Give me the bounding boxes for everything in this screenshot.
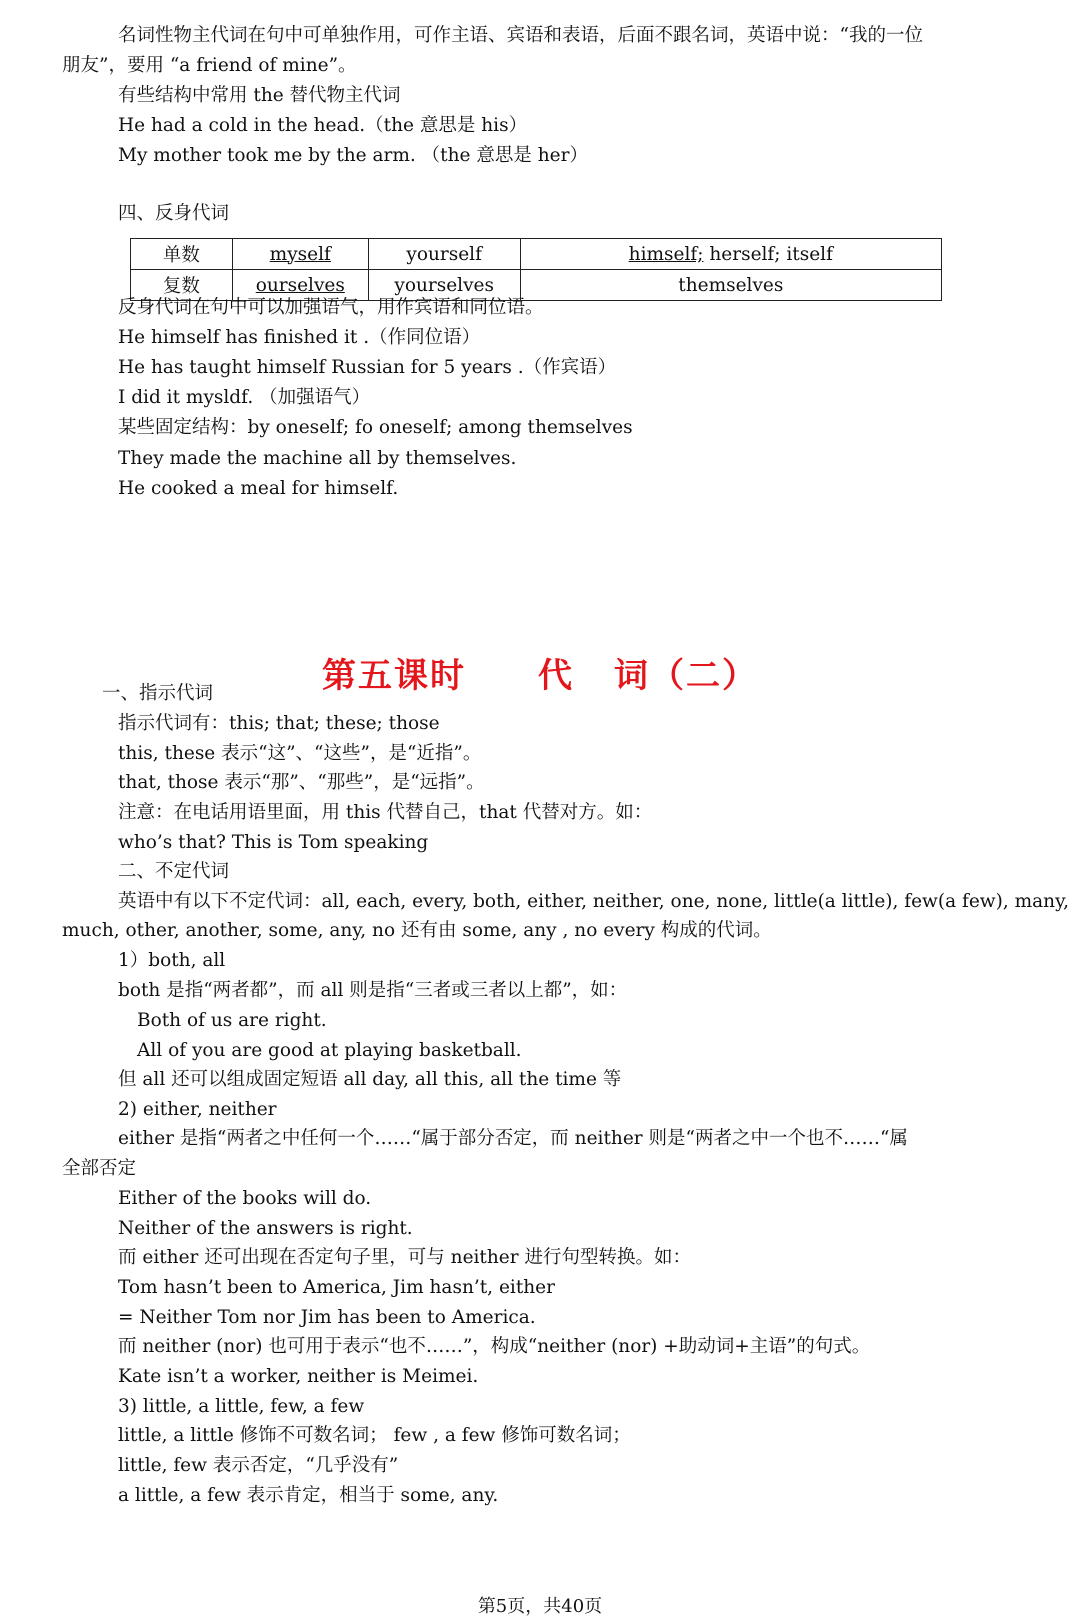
table-cell: themselves xyxy=(520,270,941,301)
text-line: little, a little 修饰不可数名词； few , a few 修饰可数名词； xyxy=(118,1425,631,1446)
example-sentence: I did it mysldf. （加强语气） xyxy=(118,387,371,408)
example-sentence: Tom hasn’t been to America, Jim hasn’t, either xyxy=(118,1277,555,1298)
table-cell: yourselves xyxy=(368,270,520,301)
text-line: 注意：在电话用语里面，用 this 代替自己，that 代替对方。如： xyxy=(118,802,653,823)
example-sentence: My mother took me by the arm. （the 意思是 her） xyxy=(118,145,588,166)
example-sentence: who’s that? This is Tom speaking xyxy=(118,832,429,853)
text-line: 英语中有以下不定代词：all, each, every, both, either, neither, one, none, little(a little), few(a few), many, xyxy=(118,891,1069,912)
example-sentence: They made the machine all by themselves. xyxy=(118,448,517,469)
text-line: 而 neither (nor) 也可用于表示“也不……”，构成“neither (nor) +助动词+主语”的句式。 xyxy=(118,1336,871,1357)
text-line: much, other, another, some, any, no 还有由 some, any , no every 构成的代词。 xyxy=(62,920,772,941)
table-cell xyxy=(232,239,368,270)
text-line: 有些结构中常用 the 替代物主代词 xyxy=(118,85,401,106)
example-sentence: Kate isn’t a worker, neither is Meimei. xyxy=(118,1366,479,1387)
table-cell-text: ourselves xyxy=(255,274,345,296)
text-line: 朋友”，要用 “a friend of mine”。 xyxy=(62,55,357,76)
subsection-heading: 1）both, all xyxy=(118,950,226,971)
text-line: 指示代词有：this; that; these; those xyxy=(118,713,440,734)
section-heading: 二、不定代词 xyxy=(118,861,230,882)
text-line: 名词性物主代词在句中可单独作用，可作主语、宾语和表语，后面不跟名词，英语中说：“我的一位 xyxy=(118,25,923,46)
text-line: that, those 表示“那”、“那些”，是“远指”。 xyxy=(118,772,485,793)
page-number: 第5页，共40页 xyxy=(477,1596,603,1617)
example-sentence: Both of us are right. xyxy=(137,1010,327,1031)
subsection-heading: 2) either, neither xyxy=(118,1099,277,1120)
lesson-title-part: 第五课时 xyxy=(322,656,466,696)
example-sentence: Either of the books will do. xyxy=(118,1188,372,1209)
table-cell-label: 复数 xyxy=(131,270,233,301)
table-cell xyxy=(520,239,941,270)
example-sentence: He cooked a meal for himself. xyxy=(118,478,399,499)
table-cell-text: herself; itself xyxy=(703,243,833,265)
text-line: either 是指“两者之中任何一个……“属于部分否定，而 neither 则是“两者之中一个也不……“属 xyxy=(118,1128,908,1149)
text-line: 而 either 还可出现在否定句子里，可与 neither 进行句型转换。如： xyxy=(118,1247,691,1268)
lesson-title-part: 代 xyxy=(538,656,574,696)
example-sentence: = Neither Tom nor Jim has been to America. xyxy=(118,1307,536,1328)
text-line: both 是指“两者都”，而 all 则是指“三者或三者以上都”，如： xyxy=(118,980,628,1001)
text-line: 反身代词在句中可以加强语气，用作宾语和同位语。 xyxy=(118,297,544,318)
text-line: 某些固定结构：by oneself; fo oneself; among themselves xyxy=(118,417,633,438)
table-cell-text: himself; xyxy=(628,243,704,265)
example-sentence: All of you are good at playing basketball. xyxy=(137,1040,522,1061)
subsection-heading: 3) little, a little, few, a few xyxy=(118,1396,365,1417)
reflexive-pronoun-table xyxy=(130,238,942,301)
example-sentence: He has taught himself Russian for 5 years .（作宾语） xyxy=(118,357,617,378)
lesson-title-part: 词（二） xyxy=(614,656,758,696)
text-line: little, few 表示否定，“几乎没有” xyxy=(118,1455,399,1476)
example-sentence: He had a cold in the head.（the 意思是 his） xyxy=(118,115,528,136)
section-heading: 一、指示代词 xyxy=(102,683,214,704)
text-line: a little, a few 表示肯定，相当于 some, any. xyxy=(118,1485,499,1506)
table-cell-label: 单数 xyxy=(131,239,233,270)
text-line: 但 all 还可以组成固定短语 all day, all this, all the time 等 xyxy=(118,1069,622,1090)
text-line: 全部否定 xyxy=(62,1158,137,1179)
table-cell: yourself xyxy=(368,239,520,270)
example-sentence: He himself has finished it .（作同位语） xyxy=(118,327,481,348)
table-row xyxy=(131,239,942,270)
section-heading: 四、反身代词 xyxy=(118,203,230,224)
text-line: this, these 表示“这”、“这些”，是“近指”。 xyxy=(118,743,482,764)
example-sentence: Neither of the answers is right. xyxy=(118,1218,413,1239)
table-cell-text: myself xyxy=(269,243,331,265)
